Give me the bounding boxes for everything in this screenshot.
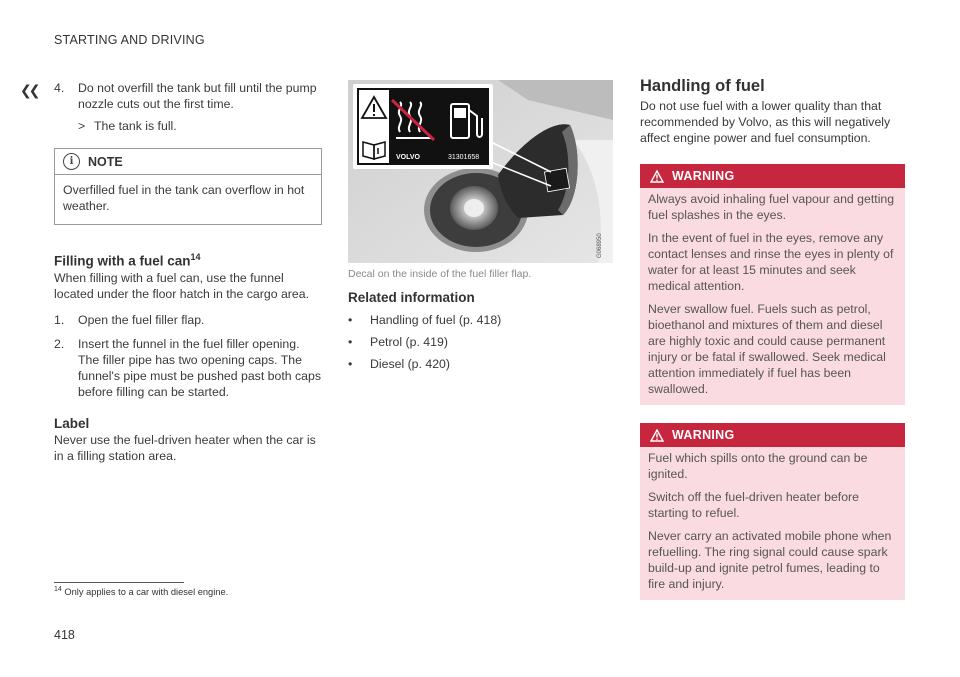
decal-brand: VOLVO [396,154,420,161]
related-link-text[interactable]: Handling of fuel (p. 418) [370,313,502,327]
related-link-text[interactable]: Petrol (p. 419) [370,335,448,349]
fuel-can-heading-text: Filling with a fuel can [54,253,191,269]
image-code: G068950 [597,233,603,258]
warning-label: WARNING [672,169,735,183]
warning-header [640,423,905,447]
fuel-can-heading [54,249,322,270]
result-marker: > [78,119,86,133]
warning-paragraph: Fuel which spills onto the ground can be ignited. [648,451,868,481]
left-column [54,80,322,474]
step-result [54,118,322,134]
bullet-marker: • [348,313,353,327]
handling-heading: Handling of fuel [640,77,765,95]
right-column [640,78,905,600]
fuel-flap-illustration [348,80,613,263]
note-header [55,149,321,175]
fuel-can-step-2 [54,336,322,400]
bullet-marker: • [348,335,353,349]
footnote-text: Only applies to a car with diesel engine. [64,587,229,598]
warning-body [640,188,905,405]
double-chevron-left-icon[interactable]: ❮❮ [20,82,38,98]
warning-box-1 [640,164,905,405]
page-number: 418 [54,628,75,642]
warning-paragraph: Always avoid inhaling fuel vapour and getting fuel splashes in the eyes. [648,192,895,222]
note-label: NOTE [88,154,123,169]
warning-paragraph: In the event of fuel in the eyes, remove any contact lenses and rinse the eyes in plenty of water for at least 15 minutes and seek medical attention. [648,231,894,293]
handling-intro: Do not use fuel with a lower quality than that recommended by Volvo, as this will negatively affect engine power and fuel consumption. [640,99,891,145]
footnote-ref[interactable]: 14 [190,252,201,262]
warning-triangle-icon [650,429,664,442]
step-number: 1. [54,312,65,327]
warning-header [640,164,905,188]
warning-label: WARNING [672,428,735,442]
step-text: Insert the funnel in the fuel filler opening. The filler pipe has two opening caps. The funnel's pipe must be pushed past both caps before filling can be started. [78,336,321,399]
step-number: 2. [54,336,65,351]
warning-paragraph: Switch off the fuel-driven heater before starting to refuel. [648,490,859,520]
note-text: Overfilled fuel in the tank can overflow in hot weather. [63,183,305,213]
fuel-can-step-1 [54,312,322,328]
label-heading: Label [54,415,90,431]
note-box [54,148,322,225]
warning-paragraph: Never carry an activated mobile phone when refuelling. The ring signal could cause spark build-up and ignite petrol fumes, leading to fire and injury. [648,529,892,591]
fuel-can-intro: When filling with a fuel can, use the funnel located under the floor hatch in the cargo area. [54,270,309,301]
warning-box-2 [640,423,905,600]
decal-number: 31301658 [448,154,480,161]
warning-paragraph: Never swallow fuel. Fuels such as petrol, bioethanol and mixtures of them and diesel are highly toxic and could cause permanent injury or be fatal if swallowed. Seek medical attention immediately if fuel has been swallowed. [648,302,886,396]
related-link-petrol[interactable] [348,334,608,350]
footnote-number: 14 [54,586,62,593]
bullet-marker: • [348,357,353,371]
step-number: 4. [54,81,65,95]
info-icon: i [63,153,80,170]
step-text: Do not overfill the tank but fill until the pump nozzle cuts out the first time. [78,81,317,111]
warning-triangle-icon [650,170,664,183]
related-link-diesel[interactable] [348,356,608,372]
related-heading: Related information [348,290,475,305]
result-text: The tank is full. [94,119,177,133]
step-text: Open the fuel filler flap. [78,312,205,327]
footnote-divider [54,582,184,583]
step-4 [54,80,322,112]
related-information [348,290,608,372]
related-link-text[interactable]: Diesel (p. 420) [370,357,450,371]
footnote [54,586,228,597]
related-link-handling[interactable] [348,312,608,328]
image-caption: Decal on the inside of the fuel filler flap. [348,268,532,280]
warning-body [640,447,905,600]
label-text: Never use the fuel-driven heater when the car is in a filling station area. [54,432,316,463]
page-header-title: STARTING AND DRIVING [54,33,205,47]
fuel-flap-svg [348,80,613,263]
